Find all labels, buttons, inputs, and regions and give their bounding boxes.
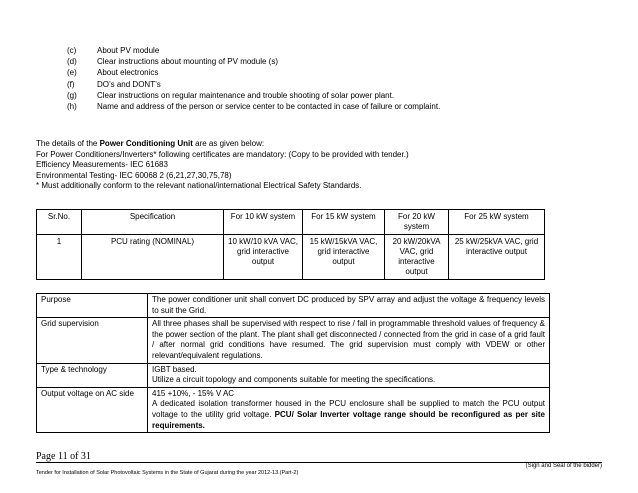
table-row xyxy=(37,363,550,387)
table-row xyxy=(37,294,550,318)
table-header-row xyxy=(37,210,545,235)
header-cell: Sr.No. xyxy=(37,210,82,235)
list-item: (g) Clear instructions on regular maintenance and trouble shooting of solar power plant. xyxy=(67,90,395,100)
list-item: (f) DO’s and DONT’s xyxy=(67,79,161,89)
table-cell: PCU rating (NOMINAL) xyxy=(82,235,224,280)
table-cell: 10 kW/10 kVA VAC, grid interactive output xyxy=(224,235,303,280)
header-cell: For 10 kW system xyxy=(224,210,303,235)
pcu-rating-table xyxy=(36,209,545,280)
table-cell: 25 kW/25kVA VAC, grid interactive output xyxy=(449,235,545,280)
spec-desc: All three phases shall be supervised with respect to rise / fall in programmable threshold values of frequency & the power section of the plant. The plant shall get disconnected / connected from the grid in case of a grid fault / after normal grid conditions have resumed. The grid supervision must comply with VDEW or other relevant/equivalent regulations. xyxy=(148,318,550,363)
header-cell: For 15 kW system xyxy=(303,210,385,235)
spec-desc: The power conditioner unit shall convert DC produced by SPV array and adjust the voltage & frequency levels to suit the Grid. xyxy=(148,294,550,318)
spec-desc: 415 +10%, - 15% V AC A dedicated isolation transformer housed in the PCU enclosure shall be supplied to match the PCU output voltage to the utility grid voltage. PCU/ Solar Inverter voltage range should be reconfigured as per site requirements. xyxy=(148,387,550,432)
header-cell: Specification xyxy=(82,210,224,235)
list-item: (e) About electronics xyxy=(67,68,159,78)
table-cell: 20 kW/20kVA VAC, grid interactive output xyxy=(385,235,449,280)
list-item: (h) Name and address of the person or service center to be contacted in case of failure or complaint. xyxy=(67,102,441,112)
spec-name: Purpose xyxy=(37,294,148,318)
pcu-heading: Power Conditioning Unit xyxy=(99,139,193,148)
tender-title: Tender for Installation of Solar Photovoltaic Systems in the State of Gujarat during the year 2012-13.(Part-2) xyxy=(36,470,299,476)
list-item: (d) Clear instructions about mounting of PV module (s) xyxy=(67,57,278,67)
table-cell: 15 kW/15kVA VAC, grid interactive output xyxy=(303,235,385,280)
intro-line: The details of the Power Conditioning Unit are as given below: xyxy=(36,139,265,148)
intro-line: For Power Conditioners/Inverters* following certificates are mandatory: (Copy to be provided with tender.) xyxy=(36,149,409,159)
footer-divider xyxy=(36,462,602,463)
spec-name: Grid supervision xyxy=(37,318,148,363)
table-row xyxy=(37,235,545,280)
intro-line: Environmental Testing- IEC 60068 2 (6,21,27,30,75,78) xyxy=(36,170,232,180)
list-item: (c) About PV module xyxy=(67,46,160,55)
intro-line: Efficiency Measurements- IEC 61683 xyxy=(36,160,168,169)
voltage-range-note: PCU/ Solar Inverter voltage range should be reconfigured as per site requirements. xyxy=(152,409,545,430)
page-number: Page 11 of 31 xyxy=(36,451,91,462)
header-cell: For 20 kW system xyxy=(385,210,449,235)
instruction-list xyxy=(67,45,440,112)
pcu-intro xyxy=(36,139,596,192)
spec-name: Output voltage on AC side xyxy=(37,387,148,432)
intro-line: * Must additionally conform to the relevant national/international Electrical Safety Standards. xyxy=(36,181,362,190)
spec-name: Type & technology xyxy=(37,363,148,387)
table-row xyxy=(37,318,550,363)
sign-seal-note: (Sign and Seal of the bidder) xyxy=(525,463,602,469)
table-row xyxy=(37,387,550,432)
table-cell: 1 xyxy=(37,235,82,280)
spec-desc: IGBT based. Utilize a circuit topology and components suitable for meeting the specifications. xyxy=(148,363,550,387)
pcu-spec-table xyxy=(36,293,550,433)
header-cell: For 25 kW system xyxy=(449,210,545,235)
